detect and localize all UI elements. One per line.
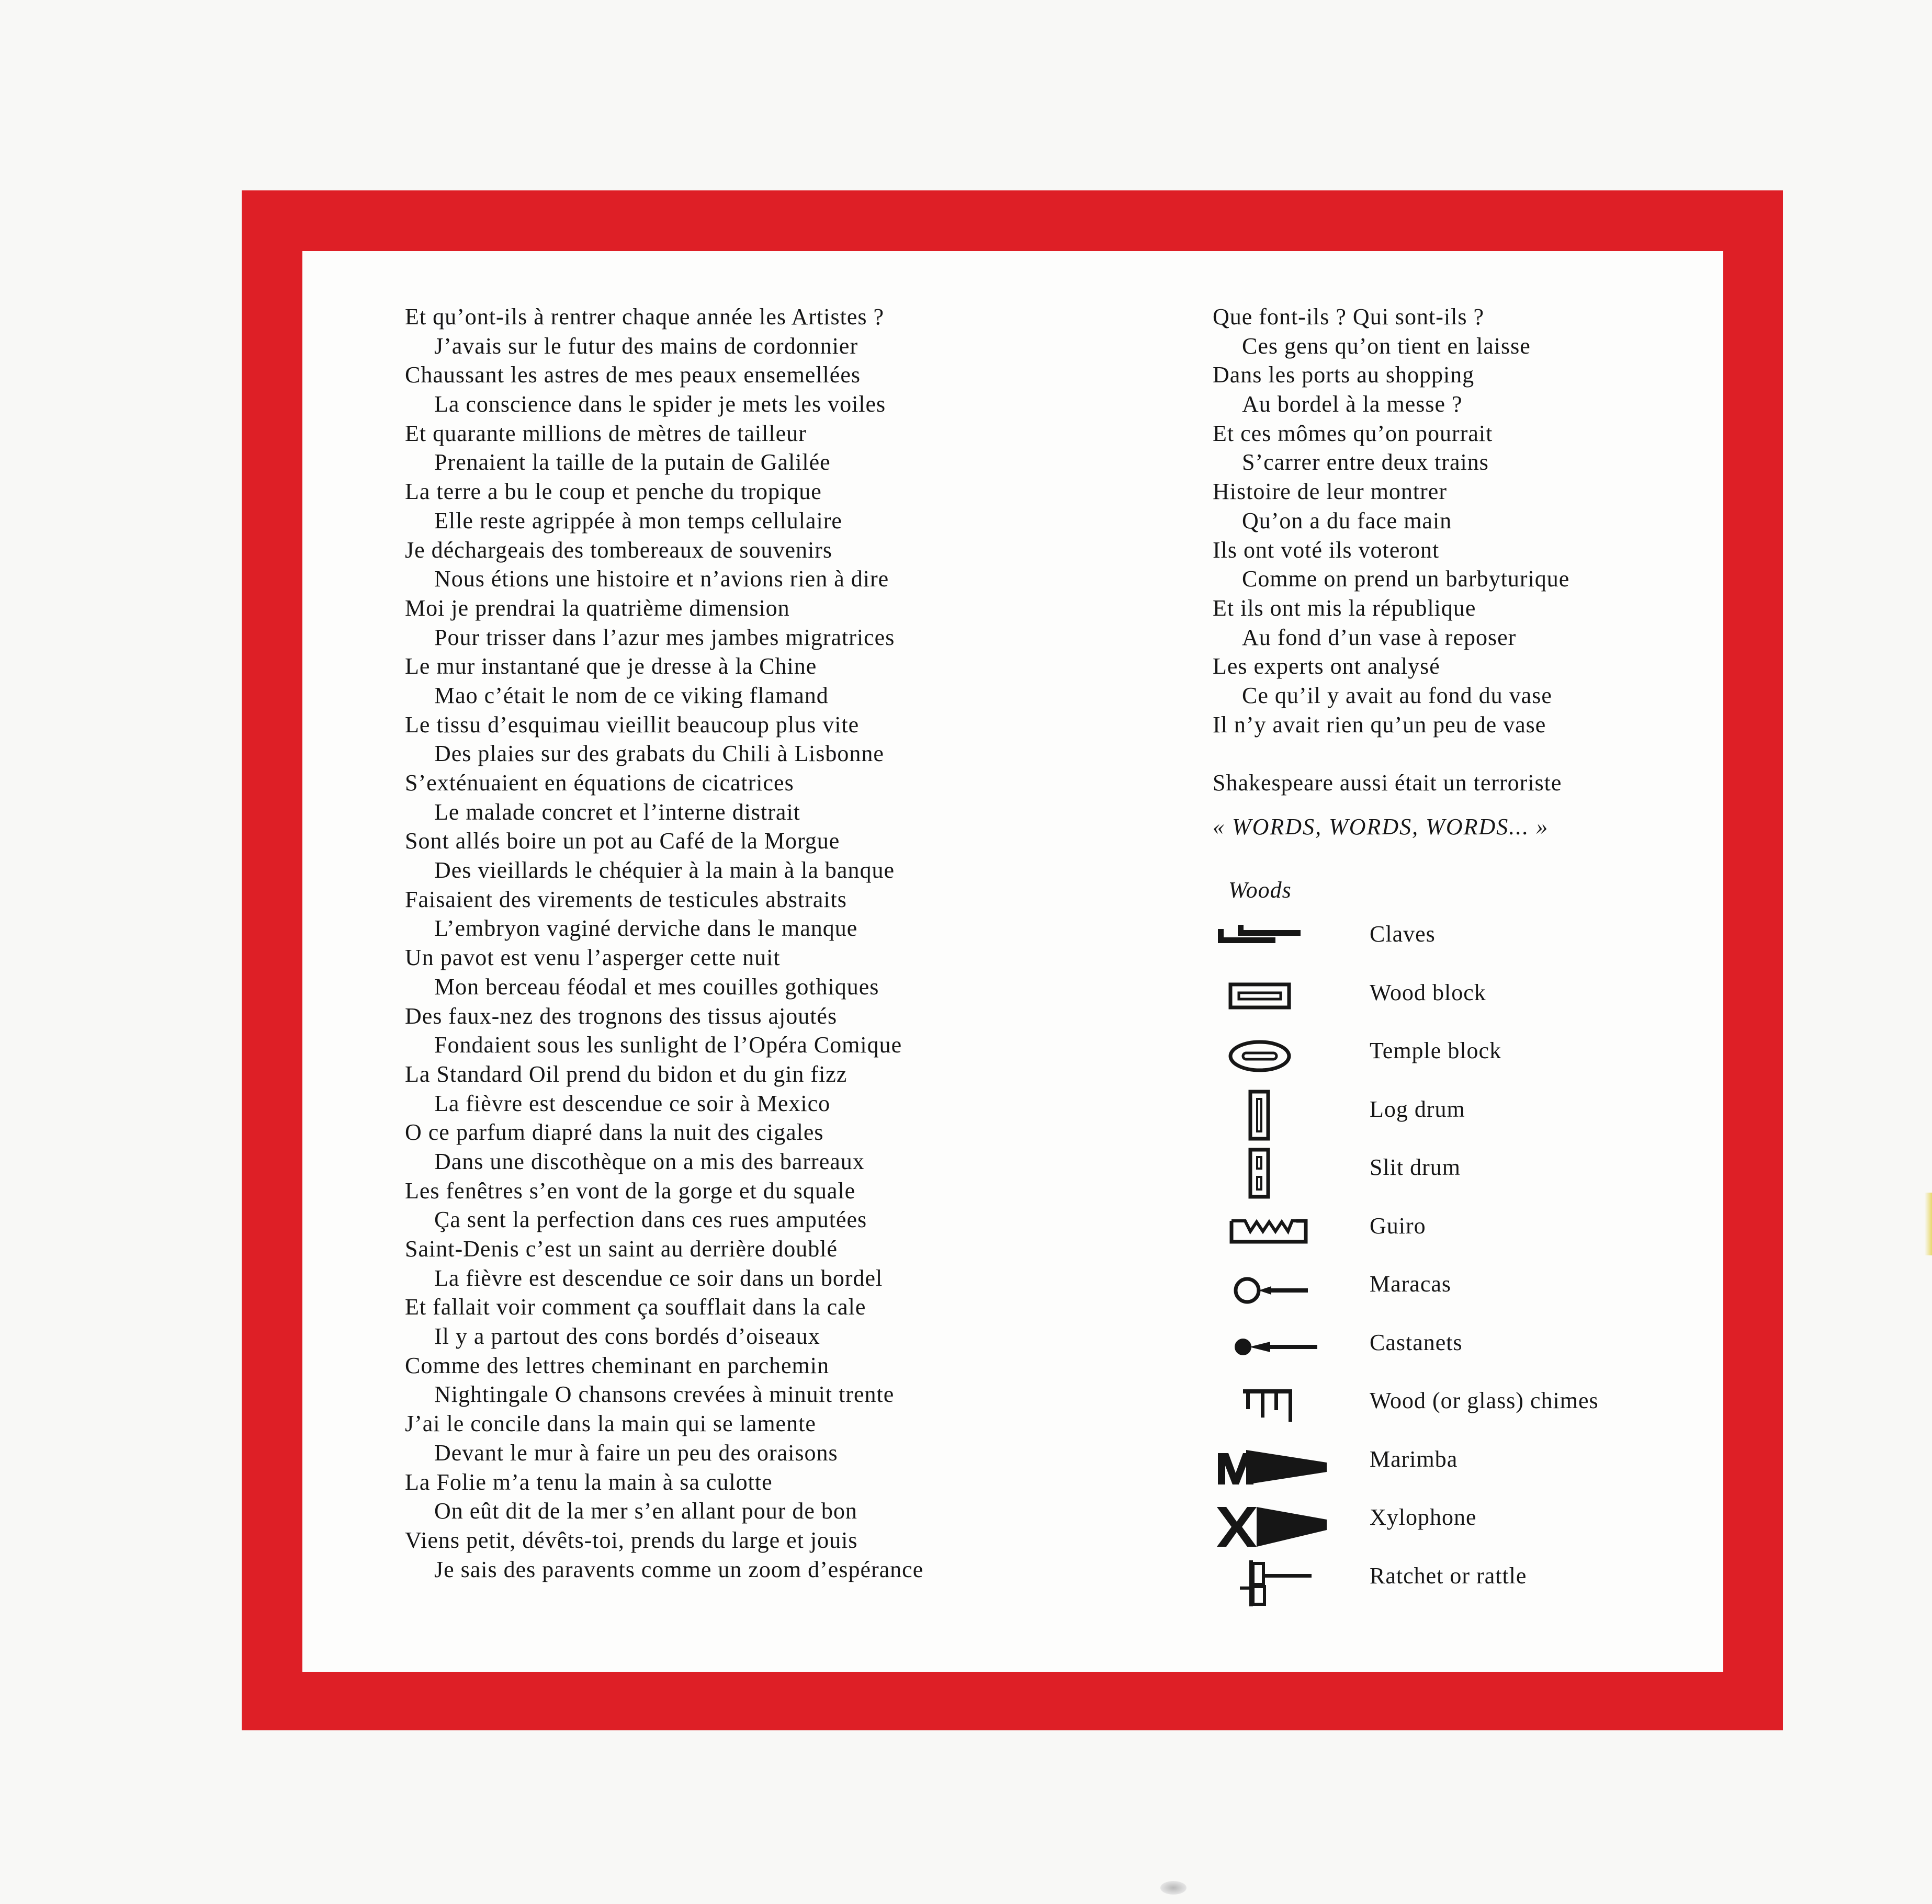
legend-label: Wood block (1370, 979, 1486, 1005)
legend-item-marimba (1213, 1438, 1715, 1497)
legend-label: Maracas (1370, 1271, 1452, 1297)
poem-line: Il n’y avait rien qu’un peu de vase (1213, 711, 1546, 738)
poem-line: J’avais sur le futur des mains de cordonnier (434, 333, 858, 359)
poem-line: Pour trisser dans l’azur mes jambes migratrices (434, 624, 895, 650)
poem-line: Au fond d’un vase à reposer (1242, 624, 1517, 650)
poem-line: Prenaient la taille de la putain de Galilée (434, 449, 831, 475)
poem-line: La fièvre est descendue ce soir à Mexico (434, 1090, 831, 1116)
legend-label: Ratchet or rattle (1370, 1562, 1527, 1589)
poem-line: Des faux-nez des trognons des tissus ajoutés (405, 1003, 838, 1029)
poem-line: Moi je prendrai la quatrième dimension (405, 595, 790, 621)
legend-item-slit-drum (1213, 1147, 1715, 1205)
legend-label: Temple block (1370, 1038, 1502, 1063)
legend-label: Slit drum (1370, 1154, 1461, 1180)
poem-line: Je déchargeais des tombereaux de souvenirs (405, 537, 833, 563)
slit-drum-icon (1213, 1147, 1328, 1199)
poem-line: Et quarante millions de mètres de tailleur (405, 420, 807, 446)
legend-item-chimes (1213, 1380, 1715, 1438)
poem-line: Mon berceau féodal et mes couilles gothiques (434, 973, 879, 1000)
poem-line: Les experts ont analysé (1213, 653, 1440, 679)
words-quote: « WORDS, WORDS, WORDS... » (1213, 814, 1549, 840)
legend-item-log-drum (1213, 1089, 1715, 1147)
legend-item-claves (1213, 913, 1715, 972)
poem-line: L’embryon vaginé derviche dans le manque (434, 915, 858, 942)
legend-heading: Woods (1228, 877, 1292, 903)
poem-line: Il y a partout des cons bordés d’oiseaux (434, 1323, 820, 1350)
marimba-icon (1213, 1438, 1328, 1491)
red-border-frame (242, 190, 1783, 1730)
poem-right-column (1213, 302, 1694, 842)
poem-line: Je sais des paravents comme un zoom d’espérance (434, 1556, 924, 1582)
legend-item-xylophone (1213, 1497, 1715, 1555)
poem-line: Le tissu d’esquimau vieillit beaucoup plus vite (405, 711, 860, 738)
poem-line: J’ai le concile dans la main qui se lamente (405, 1411, 816, 1437)
legend-label: Marimba (1370, 1446, 1458, 1472)
poem-line: Nightingale O chansons crevées à minuit trente (434, 1381, 895, 1408)
legend-item-wood-block (1213, 972, 1715, 1030)
poem-line: Ils ont voté ils voteront (1213, 537, 1440, 563)
legend-label: Wood (or glass) chimes (1370, 1388, 1599, 1413)
poem-line: Comme des lettres cheminant en parchemin (405, 1352, 829, 1378)
poem-line: Viens petit, dévêts-toi, prends du large et jouis (405, 1527, 858, 1553)
poem-line: Ça sent la perfection dans ces rues amputées (434, 1207, 867, 1233)
poem-line: Au bordel à la messe ? (1242, 391, 1463, 417)
poem-line: Ce qu’il y avait au fond du vase (1242, 682, 1552, 708)
poem-line: Et ces mômes qu’on pourrait (1213, 420, 1493, 446)
poem-line: Le malade concret et l’interne distrait (434, 799, 800, 825)
legend-item-guiro (1213, 1205, 1715, 1264)
log-drum-icon (1213, 1089, 1328, 1141)
poem-line: La conscience dans le spider je mets les voiles (434, 391, 886, 417)
legend-label: Castanets (1370, 1329, 1463, 1355)
poem-line: Ces gens qu’on tient en laisse (1242, 333, 1531, 359)
legend-label: Xylophone (1370, 1504, 1477, 1530)
poem-line: Que font-ils ? Qui sont-ils ? (1213, 304, 1485, 330)
paper-speck (1160, 1881, 1187, 1895)
poem-line: Chaussant les astres de mes peaux ensemellées (405, 362, 861, 388)
poem-line: Et ils ont mis la république (1213, 595, 1476, 621)
poem-line: Histoire de leur montrer (1213, 479, 1447, 505)
legend-item-maracas (1213, 1263, 1715, 1322)
poem-line: Des plaies sur des grabats du Chili à Lisbonne (434, 741, 884, 767)
legend-label: Guiro (1370, 1212, 1426, 1239)
wood-block-icon (1213, 972, 1328, 1024)
legend-label: Log drum (1370, 1096, 1465, 1122)
poem-line: O ce parfum diapré dans la nuit des cigales (405, 1119, 824, 1146)
legend-label: Claves (1370, 921, 1436, 947)
legend-item-temple-block (1213, 1030, 1715, 1089)
guiro-icon (1213, 1205, 1328, 1257)
poem-line: Et qu’ont-ils à rentrer chaque année les Artistes ? (405, 304, 885, 330)
poem-line: Comme on prend un barbyturique (1242, 566, 1570, 592)
poem-line: Saint-Denis c’est un saint au derrière doublé (405, 1236, 838, 1262)
poem-line: Les fenêtres s’en vont de la gorge et du squale (405, 1177, 856, 1204)
poem-line: Des vieillards le chéquier à la main à la banque (434, 857, 895, 883)
legend-item-castanets (1213, 1322, 1715, 1380)
poem-line: Le mur instantané que je dresse à la Chine (405, 653, 817, 679)
poem-line: On eût dit de la mer s’en allant pour de bon (434, 1498, 857, 1524)
poem-line: La fièvre est descendue ce soir dans un bordel (434, 1265, 883, 1291)
poem-line: Nous étions une histoire et n’avions rien à dire (434, 566, 889, 592)
page-panel (302, 251, 1723, 1672)
instrument-legend (1213, 877, 1715, 1613)
maracas-icon (1213, 1263, 1328, 1316)
paper-edge-stain (1925, 1193, 1932, 1255)
poem-line: Dans une discothèque on a mis des barreaux (434, 1148, 865, 1174)
temple-block-icon (1213, 1030, 1328, 1082)
poem-line: Faisaient des virements de testicules abstraits (405, 886, 847, 912)
poem-line: La Standard Oil prend du bidon et du gin fizz (405, 1061, 848, 1087)
shakespeare-line: Shakespeare aussi était un terroriste (1213, 770, 1562, 796)
poem-line: La terre a bu le coup et penche du tropique (405, 479, 822, 505)
poem-line: Mao c’était le nom de ce viking flamand (434, 682, 829, 708)
poem-line: Elle reste agrippée à mon temps cellulaire (434, 507, 842, 534)
xylophone-icon (1213, 1497, 1328, 1549)
poem-line: S’exténuaient en équations de cicatrices (405, 770, 794, 796)
poem-line: Un pavot est venu l’asperger cette nuit (405, 945, 781, 971)
poem-line: Sont allés boire un pot au Café de la Morgue (405, 828, 840, 854)
poem-line: Et fallait voir comment ça soufflait dans la cale (405, 1294, 866, 1320)
poem-line: Fondaient sous les sunlight de l’Opéra Comique (434, 1032, 902, 1058)
poem-line: Qu’on a du face main (1242, 507, 1452, 534)
chimes-icon (1213, 1380, 1328, 1432)
ratchet-icon (1213, 1555, 1328, 1607)
claves-icon (1213, 913, 1328, 966)
poem-line: Devant le mur à faire un peu des oraisons (434, 1440, 838, 1466)
legend-item-ratchet (1213, 1555, 1715, 1614)
poem-line: La Folie m’a tenu la main à sa culotte (405, 1469, 773, 1495)
poem-left-column (405, 302, 1027, 1584)
poem-line: S’carrer entre deux trains (1242, 449, 1489, 475)
castanets-icon (1213, 1322, 1328, 1374)
poem-line: Dans les ports au shopping (1213, 362, 1475, 388)
